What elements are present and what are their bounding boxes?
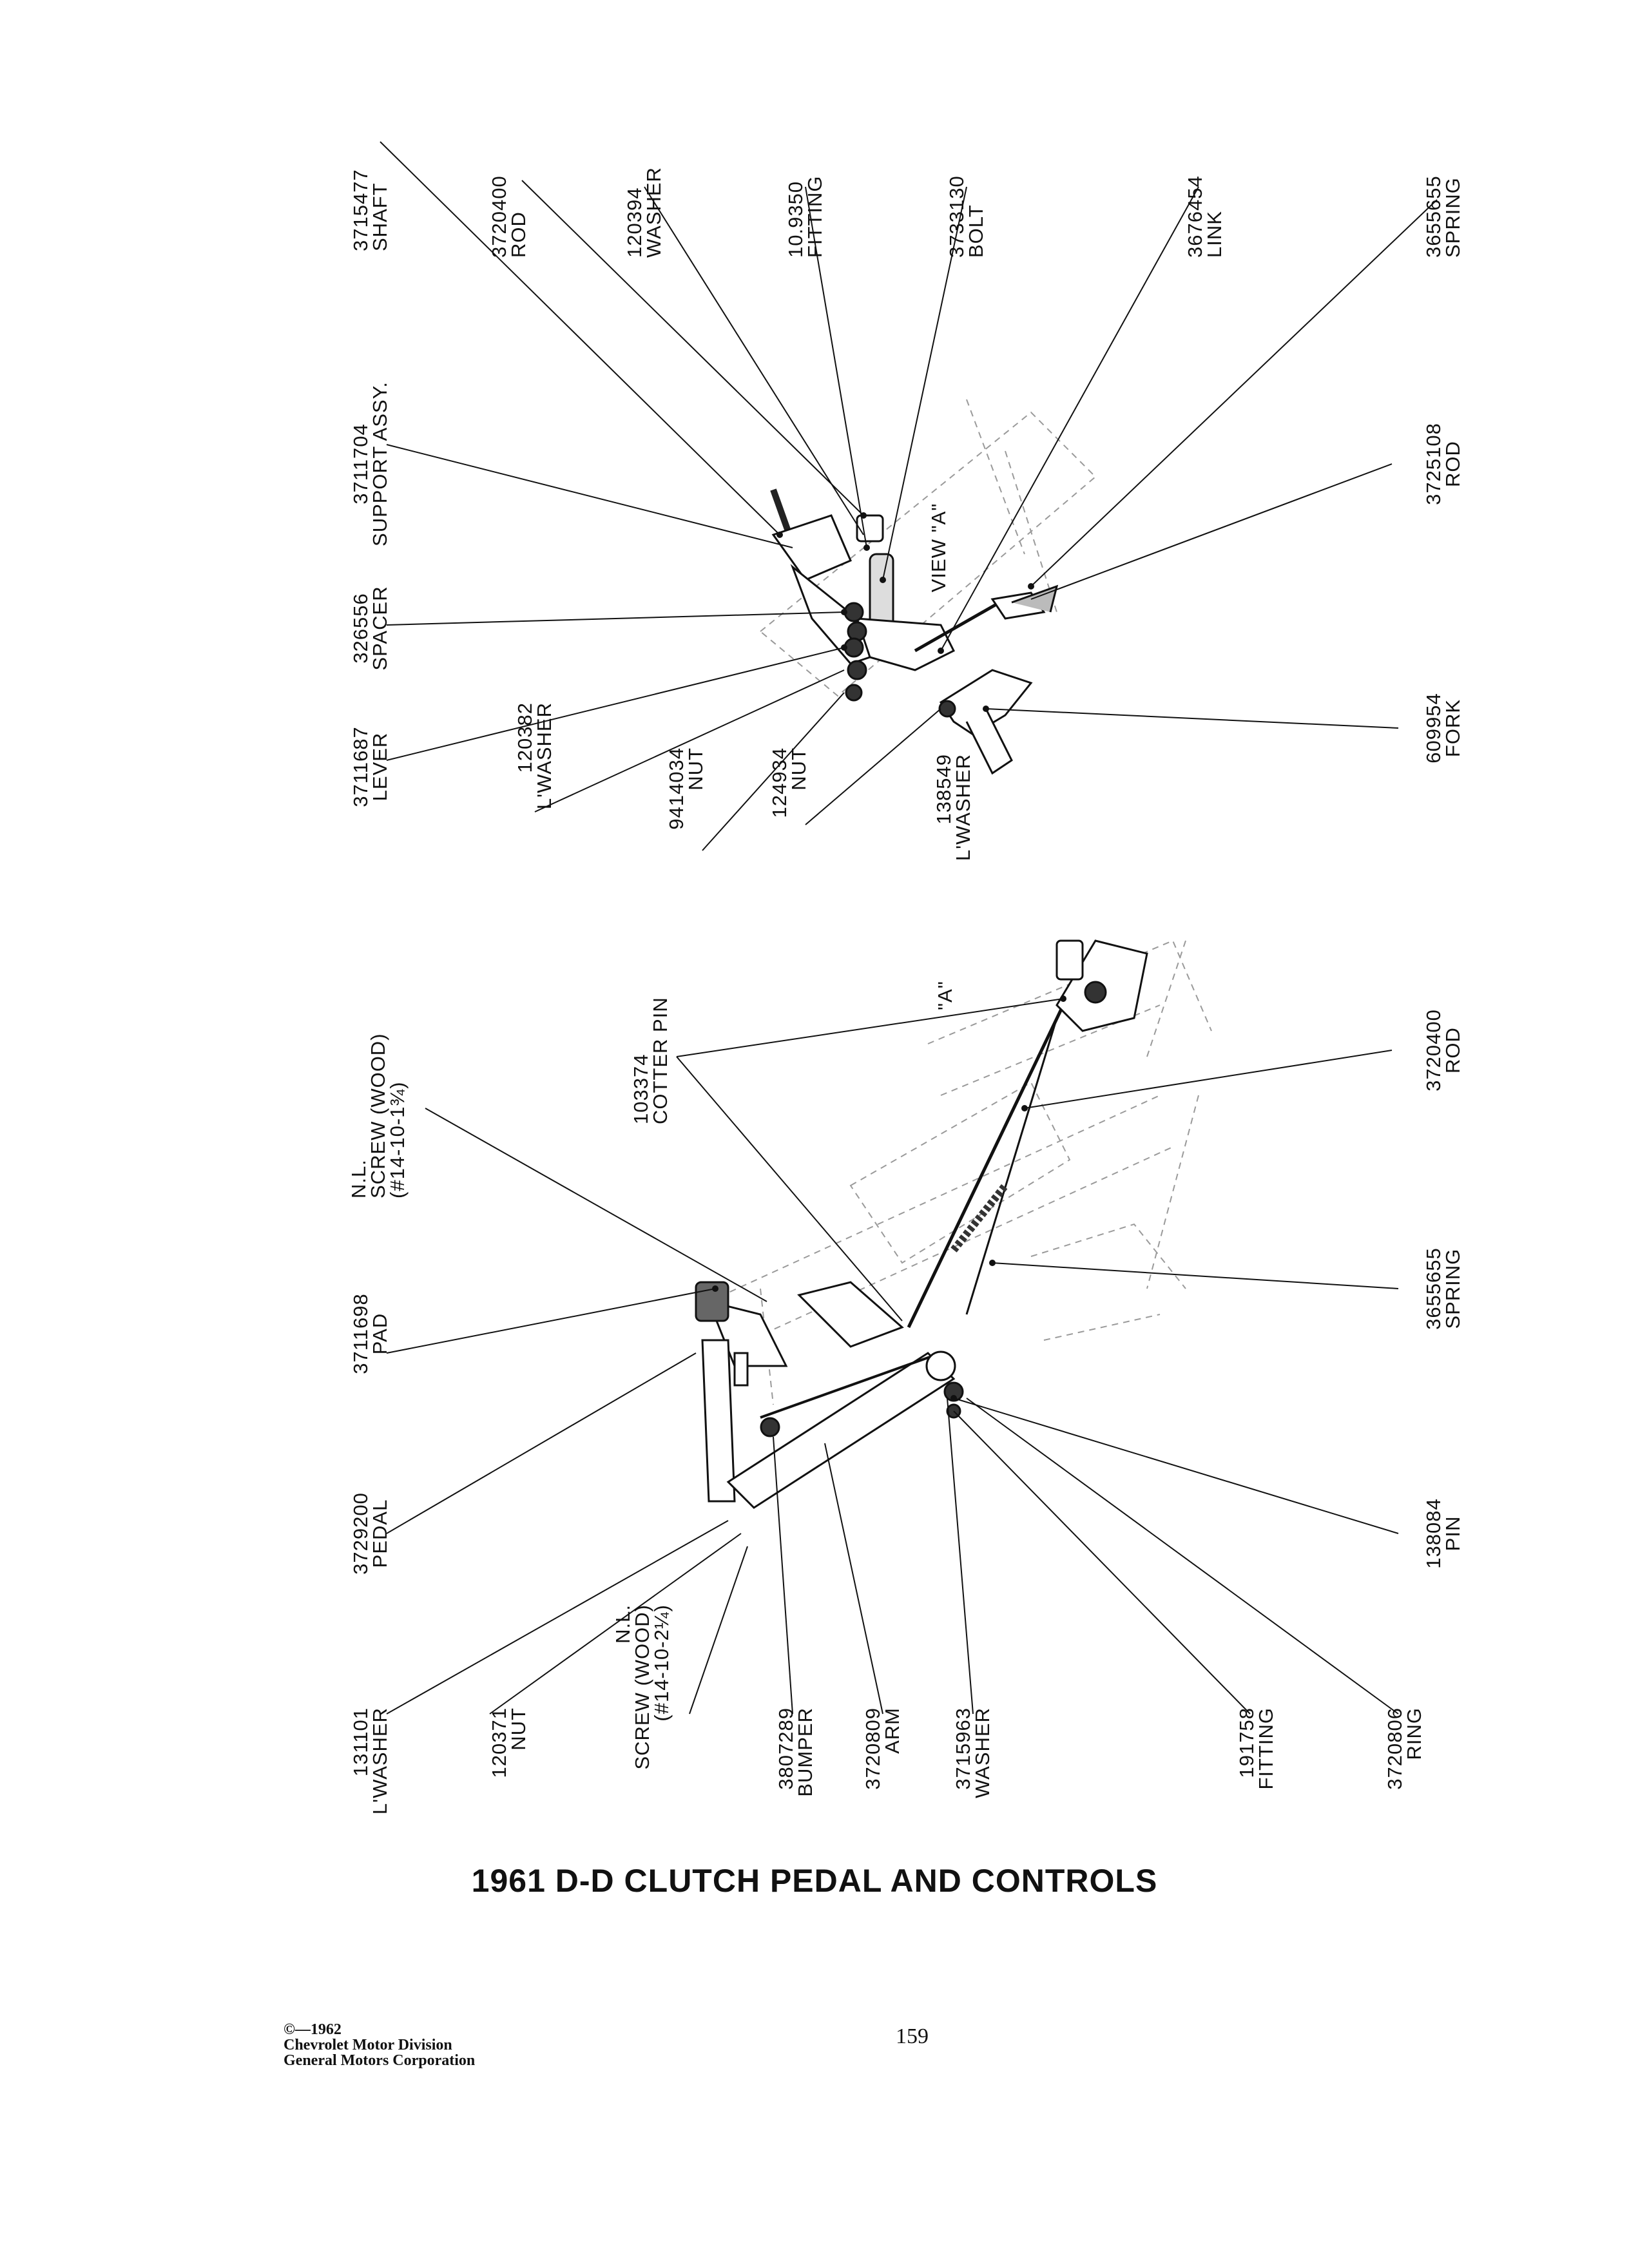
label-arm-3720809: 3720809 ARM	[862, 1707, 903, 1790]
label-pad-3711698: 3711698 PAD	[349, 1293, 391, 1374]
label-ring-3720806: 3720806 RING	[1383, 1707, 1425, 1790]
lower-pedal-assembly	[696, 941, 1147, 1508]
label-lever-3711687: 3711687 LEVER	[349, 726, 391, 807]
label-pedal-3729200: 3729200 PEDAL	[349, 1492, 391, 1575]
label-spring-3655655-upper: 3655655 SPRING	[1422, 175, 1464, 258]
label-fitting-191758: 191758 FITTING	[1235, 1707, 1277, 1790]
label-cotterpin-103374: 103374 COTTER PIN	[630, 997, 671, 1124]
label-nut-120371: 120371 NUT	[488, 1707, 530, 1778]
label-screw-lower: N.L. SCREW (WOOD) (#14-10-2¼)	[612, 1604, 673, 1770]
label-rod-3725108: 3725108 ROD	[1422, 423, 1464, 505]
label-lwasher-120382: 120382 L'WASHER	[514, 702, 555, 810]
label-spacer-326556: 326556 SPACER	[349, 586, 391, 671]
label-shaft-3715477: 3715477 SHAFT	[349, 169, 391, 251]
page-number: 159	[896, 2024, 929, 2048]
label-link-3676454: 3676454 LINK	[1184, 175, 1226, 258]
label-nut-124934: 124934 NUT	[768, 747, 810, 818]
label-bolt-3733130: 3733130 BOLT	[945, 175, 987, 258]
label-rod-3720400-upper: 3720400 ROD	[488, 175, 530, 258]
label-support-3711704: 3711704 SUPPORT ASSY.	[349, 381, 391, 546]
label-fork-609954: 609954 FORK	[1422, 693, 1464, 764]
view-a-label: VIEW "A"	[927, 503, 950, 593]
label-washer-3715963: 3715963 WASHER	[952, 1707, 994, 1798]
view-a-marker: "A"	[934, 981, 956, 1010]
label-rod-3720400-lower: 3720400 ROD	[1422, 1009, 1464, 1091]
leader-lines	[380, 142, 1437, 1714]
copyright-notice: ©—1962 Chevrolet Motor Division General Motors Corporation	[284, 2021, 476, 2069]
label-lwasher-138549: 138549 L'WASHER	[932, 754, 974, 861]
page-title: 1961 D-D CLUTCH PEDAL AND CONTROLS	[471, 1863, 1158, 1899]
label-bumper-3807289: 3807289 BUMPER	[775, 1707, 816, 1797]
label-nut-9414034: 9414034 NUT	[665, 747, 707, 830]
label-pin-138084: 138084 PIN	[1422, 1498, 1464, 1569]
label-fitting-10-9350: 10.9350 FITTING	[784, 175, 826, 258]
label-lwasher-131101: 131101 L'WASHER	[349, 1707, 391, 1815]
label-spring-3655655-lower: 3655655 SPRING	[1422, 1247, 1464, 1330]
label-washer-120394: 120394 WASHER	[623, 167, 665, 258]
label-screw-upper: N.L. SCREW (WOOD) (#14-10-1¾)	[347, 1033, 409, 1198]
